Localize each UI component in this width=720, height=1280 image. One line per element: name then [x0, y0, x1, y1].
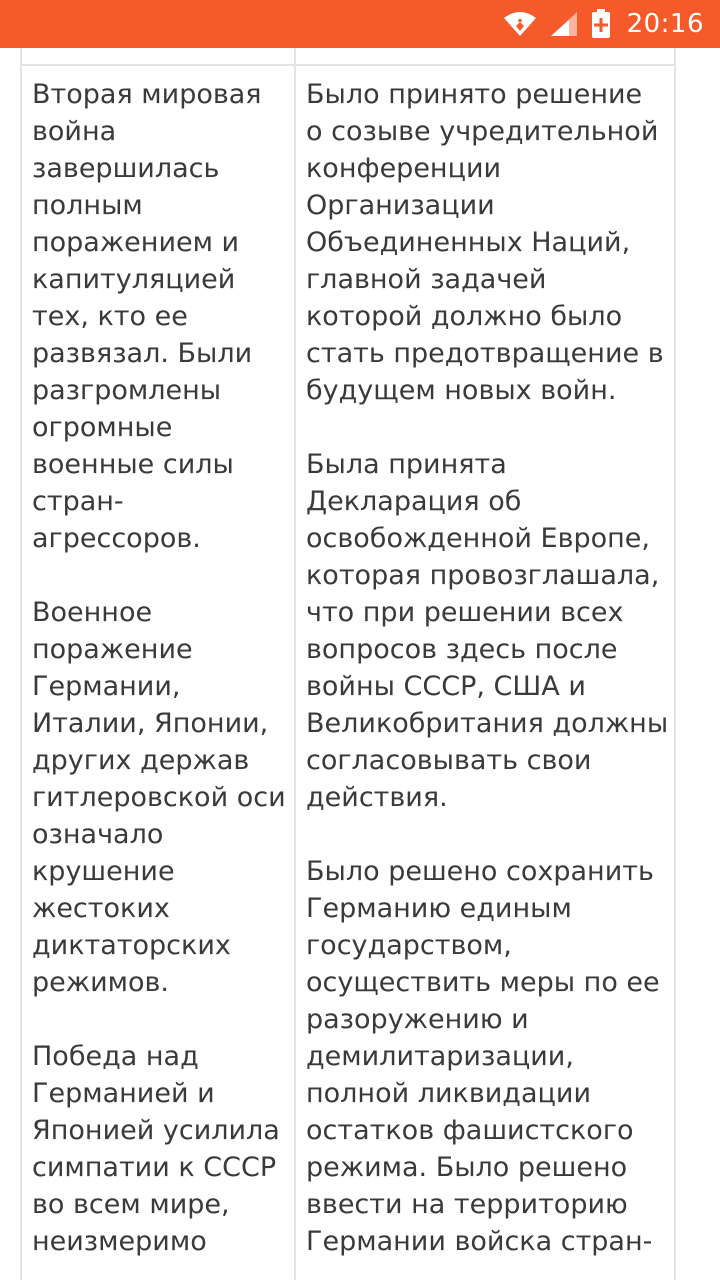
table-column-right: [306, 76, 672, 1280]
table-top-rule: [22, 64, 674, 66]
battery-charging-icon: [591, 9, 611, 39]
status-bar: [0, 0, 720, 48]
column-divider: [294, 48, 296, 1280]
status-time: 20:16: [626, 9, 704, 39]
comparison-table: [20, 48, 676, 1280]
table-column-left: [32, 76, 290, 1280]
table-cell-text: Было принято решение о созыве учредительной конференции Организации Объединенных Наций, главной задачей которой должно было стать предотвращение в будущем новых войн.: [306, 79, 664, 406]
status-icons: [503, 0, 704, 48]
signal-icon: [549, 10, 579, 38]
wifi-icon: [503, 10, 537, 38]
table-cell-text: Была принята Декларация об освобожденной Европе, которая провозглашала, что при решении всех вопросов здесь после войны СССР, США и Великобритания должны согласовывать свои действия.: [306, 449, 669, 813]
page-content[interactable]: [0, 48, 720, 1280]
table-cell-text: Вторая мировая война завершилась полным поражением и капитуляцией тех, кто ее развязал. Были разгромлены огромные военные силы стран- агрессоров.: [32, 79, 262, 554]
table-cell-text: Военное поражение Германии, Италии, Японии, других держав гитлеровской оси означало крушение жестоких диктаторских режимов.: [32, 597, 286, 998]
table-cell-text: Победа над Германией и Японией усилила симпатии к СССР во всем мире, неизмеримо: [32, 1041, 280, 1257]
table-cell-text: Было решено сохранить Германию единым государством, осуществить меры по ее разоружению и демилитаризации, полной ликвидации остатков фашистского режима. Было решено ввести на территорию Германии войска стран-: [306, 856, 660, 1257]
